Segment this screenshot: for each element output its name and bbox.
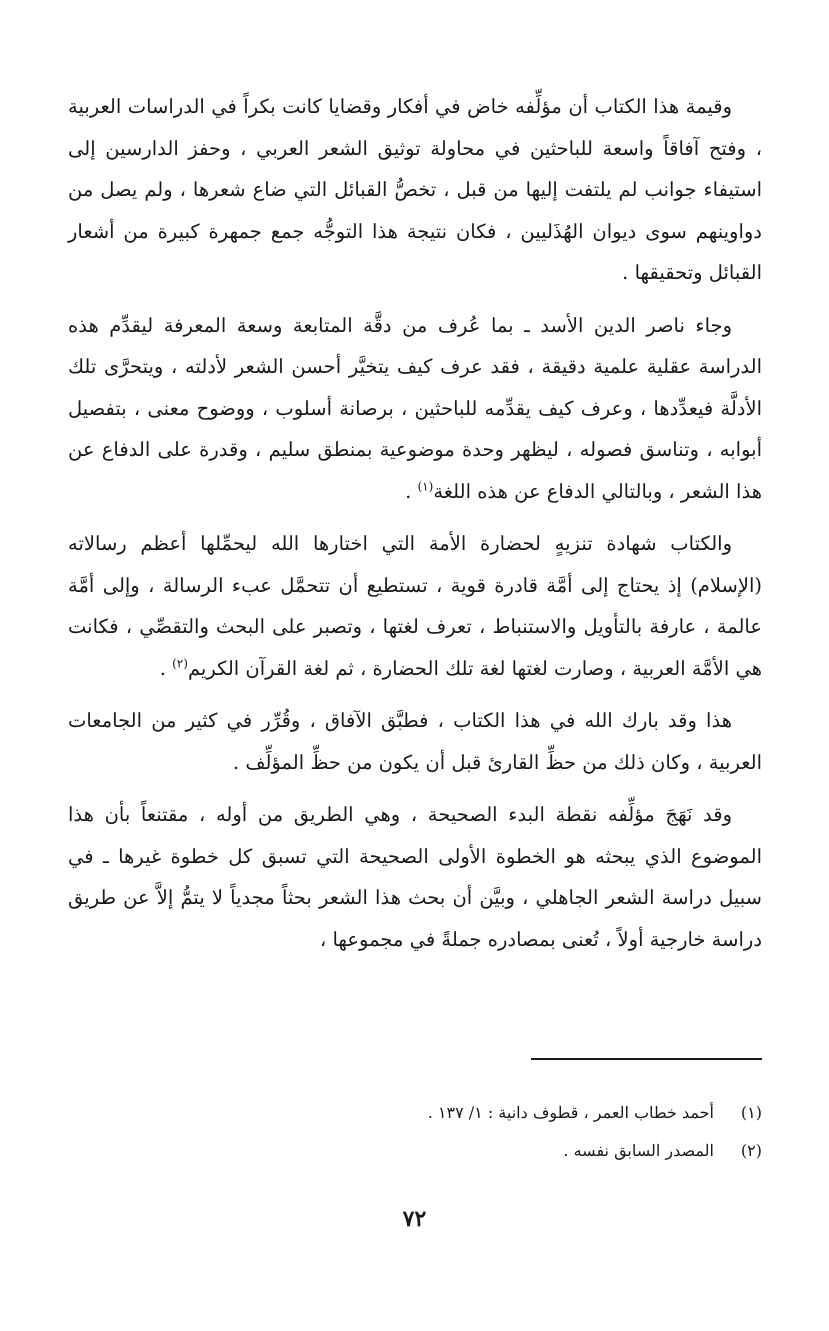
page-number: ٧٢ — [402, 1206, 427, 1232]
footnotes — [68, 1094, 762, 1170]
paragraph-4-text: هذا وقد بارك الله في هذا الكتاب ، فطبَّق الآفاق ، وقُرِّر في كثير من الجامعات العربية ، وكان ذلك من حظِّ القارئ قبل أن يكون من حظِّ المؤلِّف . — [68, 709, 762, 774]
paragraph-3-tail: . — [159, 656, 173, 680]
paragraph-2-text: وجاء ناصر الدين الأسد ـ بما عُرف من دقَّة المتابعة وسعة المعرفة ليقدِّم هذه الدراسة عقلية علمية دقيقة ، فقد عرف كيف يتخيَّر أحسن الشعر لأدلته ، ويتحرَّى تلك الأدلَّة فيعدِّدها ، وعرف كيف يقدِّمه للباحثين ، برصانة أسلوب ، ووضوح معنى ، بتفصيل أبوابه ، وتناسق فصوله ، ليظهر وحدة موضوعية بمنطق سليم ، وقدرة على الدفاع عن هذا الشعر ، وبالتالي الدفاع عن هذه اللغة — [68, 313, 762, 503]
footnote-2 — [68, 1132, 762, 1170]
paragraph-3-text: والكتاب شهادة تنزيهٍ لحضارة الأمة التي اختارها الله ليحمِّلها أعظم رسالاته (الإسلام) إذ يحتاج إلى أمَّة قادرة قوية ، تستطيع أن تتحمَّل عبء الرسالة ، وإلى أمَّة عالمة ، عارفة بالتأويل والاستنباط ، تعرف لغتها ، وتصبر على البحث والتقصِّي ، فكانت هي الأمَّة العربية ، وصارت لغتها لغة تلك الحضارة ، ثم لغة القرآن الكريم — [68, 532, 762, 680]
footnote-separator — [531, 1058, 762, 1060]
paragraph-4 — [68, 700, 762, 783]
footnote-ref-1: (١) — [417, 479, 434, 493]
paragraph-3 — [68, 523, 762, 689]
footnote-ref-2: (٢) — [172, 656, 188, 670]
paragraph-1 — [68, 86, 762, 294]
footnote-2-text: المصدر السابق نفسه . — [563, 1141, 714, 1160]
footnote-1-text: أحمد خطاب العمر ، قطوف دانية : ١/ ١٣٧ . — [427, 1103, 714, 1122]
footnote-1 — [68, 1094, 762, 1132]
paragraph-1-text: وقيمة هذا الكتاب أن مؤلِّفه خاض في أفكار وقضايا كانت بكراً في الدراسات العربية ، وفتح آفاقاً واسعة للباحثين في محاولة توثيق الشعر العربي ، وحفز الدارسين إلى استيفاء جوانب لم يلتفت إليها من قبل ، تخصُّ القبائل التي ضاع شعرها ، ولم يصل من دواوينهم سوى ديوان الهُذَليين ، فكان نتيجة هذا التوجُّه جمع جمهرة كبيرة من أشعار القبائل وتحقيقها . — [68, 95, 762, 284]
paragraph-2-tail: . — [405, 479, 418, 503]
footnote-1-number: (١) — [740, 1103, 762, 1122]
paragraph-5-text: وقد نَهَجَ مؤلِّفه نقطة البدء الصحيحة ، وهي الطريق من أوله ، مقتنعاً بأن هذا الموضوع الذي يبحثه هو الخطوة الأولى الصحيحة التي تسبق كل خطوة غيرها ـ في سبيل دراسة الشعر الجاهلي ، وبيَّن أن بحث هذا الشعر بحثاً مجدياً لا يتمُّ إلاَّ عن طريق دراسة خارجية أولاً ، تُعنى بمصادره جملةً في مجموعها ، — [68, 803, 762, 951]
body-text — [68, 86, 762, 971]
footnote-2-number: (٢) — [740, 1141, 762, 1160]
paragraph-2 — [68, 305, 762, 513]
paragraph-5 — [68, 794, 762, 960]
